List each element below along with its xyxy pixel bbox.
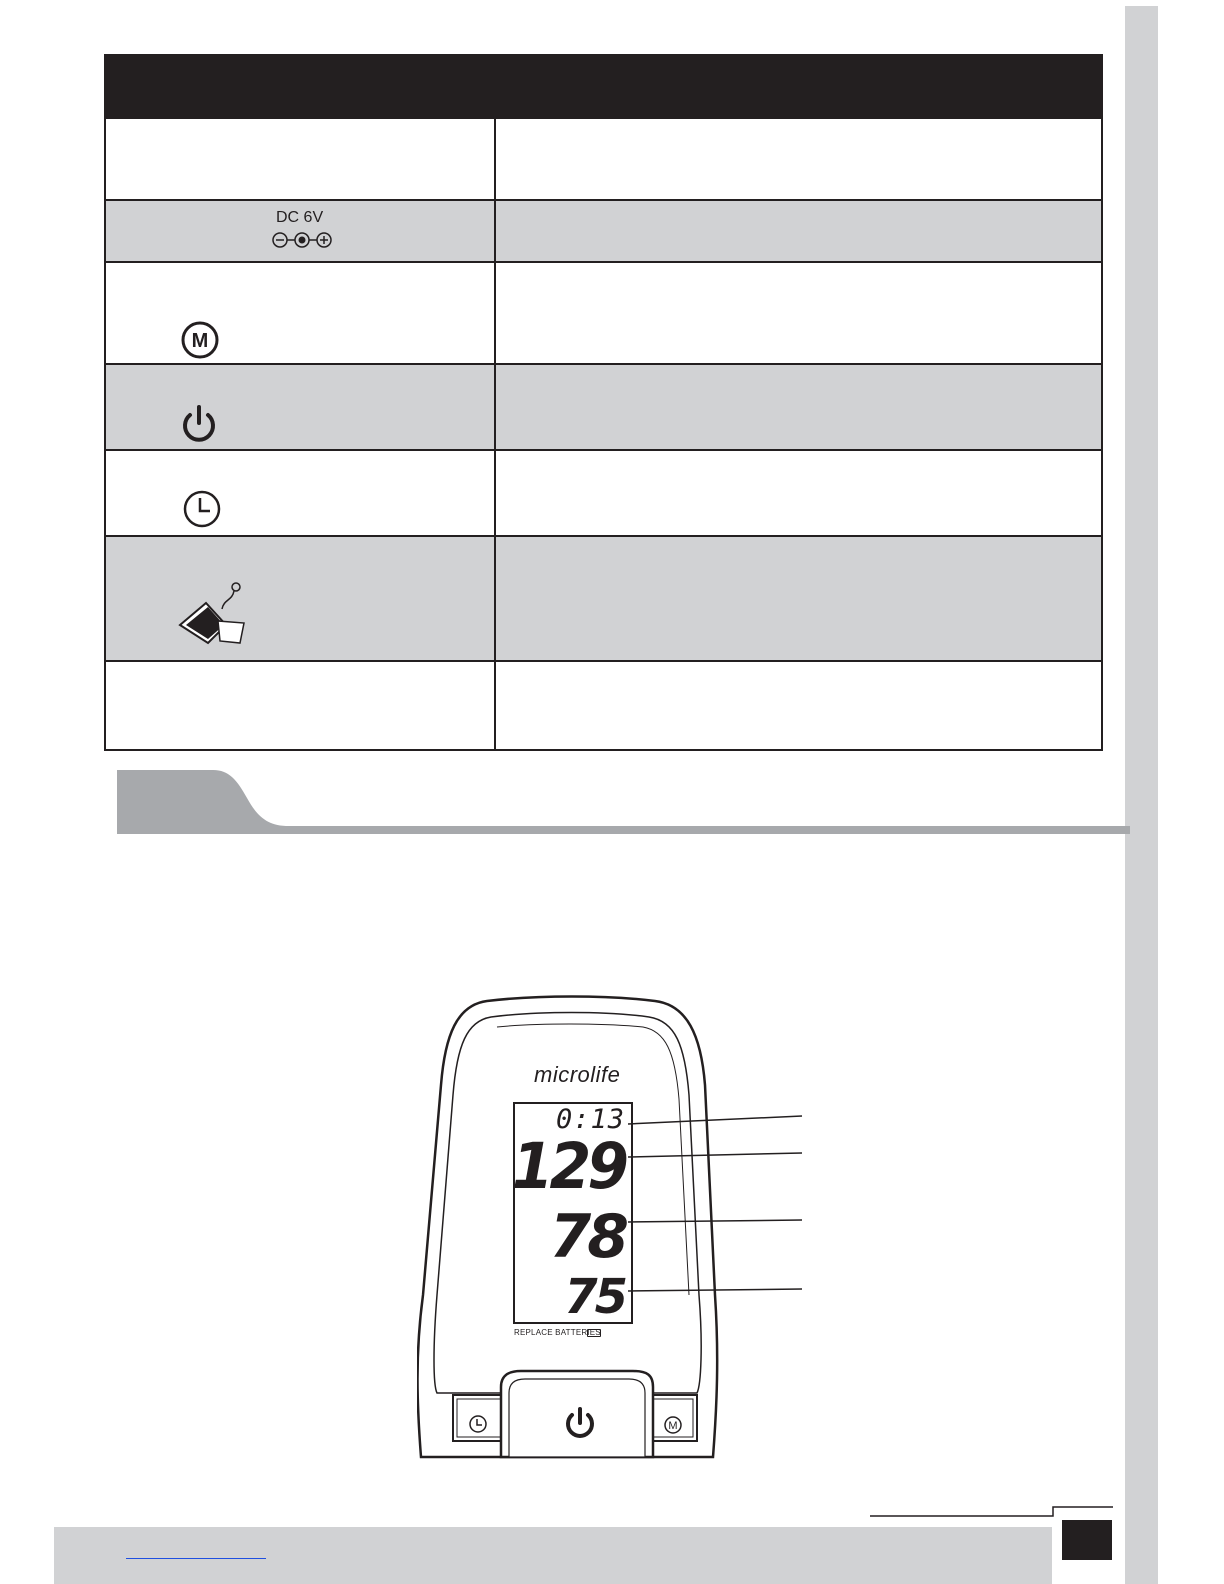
table-row (106, 449, 1101, 537)
brand-logo: microlife (534, 1062, 621, 1087)
table-row (106, 535, 1101, 662)
battery-icon (587, 1329, 601, 1337)
footer-rule (870, 1505, 1115, 1517)
lcd-diastolic: 78 (549, 1202, 625, 1272)
table-row (106, 660, 1101, 751)
device-memory-icon (662, 1414, 684, 1436)
footer-link-underline[interactable] (126, 1558, 266, 1559)
footer-bar (54, 1527, 1052, 1584)
clock-button-icon (182, 489, 222, 529)
replace-batteries-label: REPLACE BATTERIES (514, 1328, 601, 1337)
svg-text:M: M (668, 1420, 678, 1432)
dc-polarity-icon (271, 230, 333, 250)
dc-jack-label: DC 6V (276, 209, 324, 226)
lcd-systolic: 129 (511, 1130, 625, 1204)
lcd-pulse: 75 (564, 1269, 625, 1325)
table-row (106, 117, 1101, 201)
page-number-box (1062, 1520, 1112, 1560)
svg-text:M: M (191, 330, 209, 352)
lcd-display (513, 1102, 633, 1324)
table-header (106, 56, 1101, 119)
lcd-time: 0:13 (555, 1104, 625, 1135)
table-row (106, 199, 1101, 263)
power-button-icon (180, 403, 218, 445)
device-power-icon (560, 1403, 600, 1443)
components-table (104, 54, 1103, 751)
memory-button-icon (180, 320, 220, 360)
table-row (106, 363, 1101, 451)
table-row (106, 261, 1101, 365)
cuff-icon (174, 581, 256, 653)
device-clock-icon (467, 1413, 489, 1435)
section-heading-tab (117, 770, 1130, 836)
callout-lines (628, 1112, 804, 1297)
